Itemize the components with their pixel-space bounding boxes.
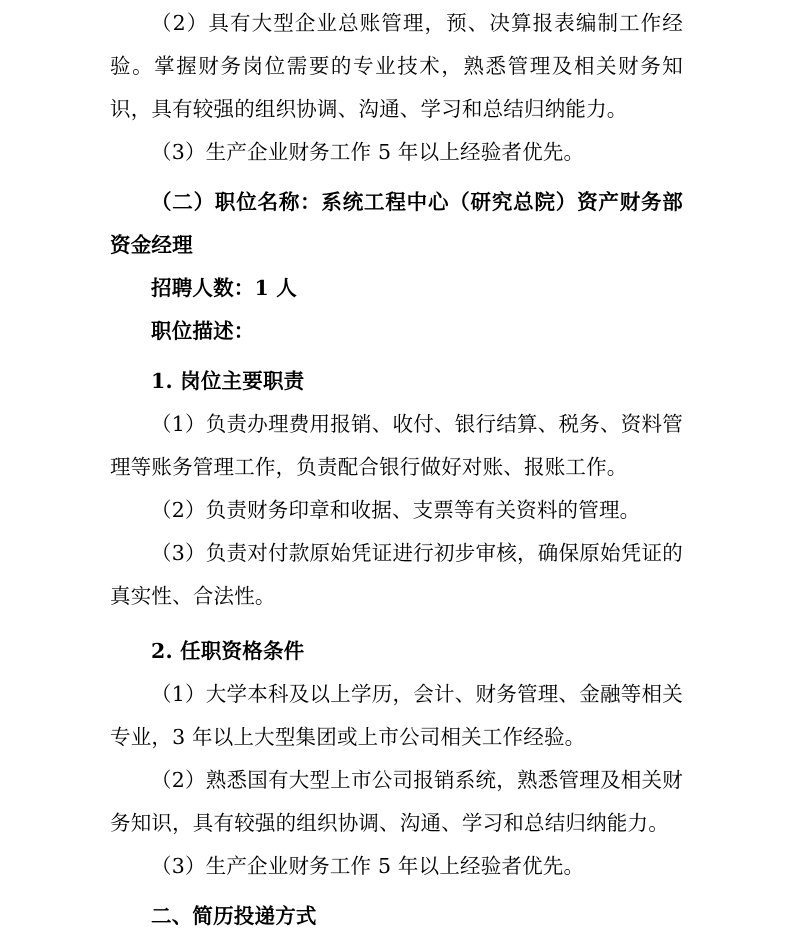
- paragraph-requirement-2: （2）具有大型企业总账管理，预、决算报表编制工作经验。掌握财务岗位需要的专业技术，熟悉管理及相关财务知识，具有较强的组织协调、沟通、学习和总结归纳能力。: [110, 11, 683, 121]
- heading-position-two: （二）职位名称：系统工程中心（研究总院）资产财务部资金经理: [110, 190, 683, 257]
- spacer: [110, 353, 683, 360]
- document-body: [110, 0, 683, 938]
- paragraph-duty-2: （2）负责财务印章和收据、支票等有关资料的管理。: [151, 498, 641, 522]
- paragraph-qualification-2: （2）熟悉国有大型上市公司报销系统，熟悉管理及相关财务知识，具有较强的组织协调、沟通、学习和总结归纳能力。: [110, 768, 683, 835]
- spacer: [110, 888, 683, 895]
- paragraph-requirement-3: （3）生产企业财务工作 5 年以上经验者优先。: [151, 140, 585, 164]
- heading-resume-submission: 二、简历投递方式: [151, 904, 317, 928]
- spacer: [110, 618, 683, 630]
- spacer: [110, 174, 683, 181]
- paragraph-duty-1: （1）负责办理费用报销、收付、银行结算、税务、资料管理等账务管理工作，负责配合银行做好对账、报账工作。: [110, 412, 683, 479]
- paragraph-qualification-1: （1）大学本科及以上学历，会计、财务管理、金融等相关专业，3 年以上大型集团或上市公司相关工作经验。: [110, 682, 683, 749]
- label-job-description: 职位描述：: [151, 319, 255, 343]
- heading-main-duties: 1. 岗位主要职责: [151, 369, 305, 393]
- label-headcount: 招聘人数：1 人: [151, 276, 298, 300]
- heading-qualifications: 2. 任职资格条件: [151, 639, 305, 663]
- paragraph-duty-3: （3）负责对付款原始凭证进行初步审核，确保原始凭证的真实性、合法性。: [110, 541, 683, 608]
- paragraph-qualification-3: （3）生产企业财务工作 5 年以上经验者优先。: [151, 854, 585, 878]
